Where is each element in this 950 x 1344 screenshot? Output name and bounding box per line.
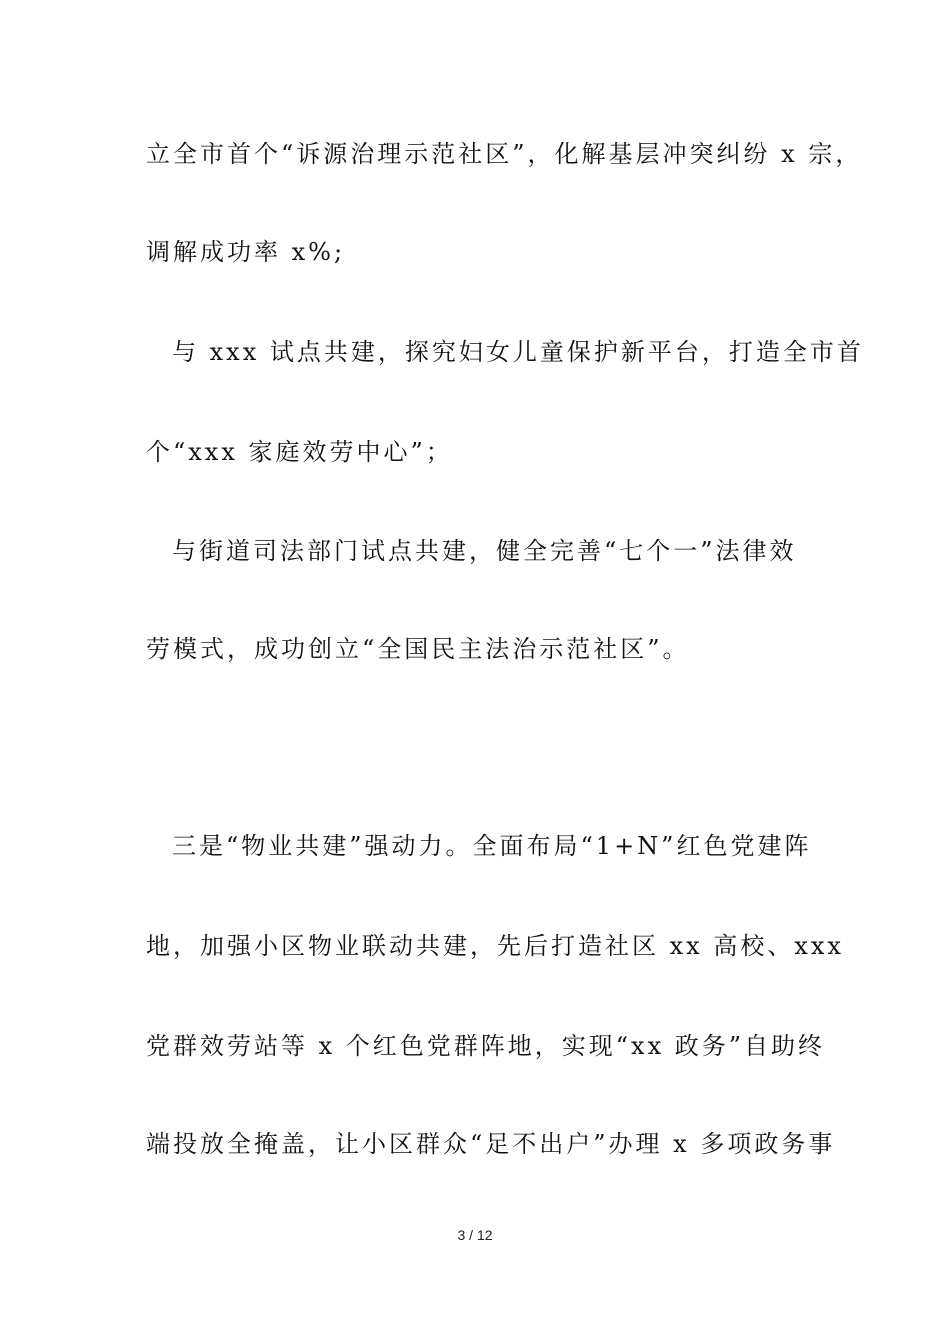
page-number: 3 / 12 xyxy=(457,1227,493,1243)
paragraph-2-line-1: 与 xxx 试点共建，探究妇女儿童保护新平台，打造全市首 xyxy=(172,338,864,366)
paragraph-4-line-1: 三是“物业共建”强动力。全面布局“1+N”红色党建阵 xyxy=(172,832,812,860)
paragraph-1-line-2: 调解成功率 x%; xyxy=(146,238,346,266)
paragraph-4-line-4: 端投放全掩盖，让小区群众“足不出户”办理 x 多项政务事 xyxy=(146,1130,836,1158)
paragraph-4-line-3: 党群效劳站等 x 个红色党群阵地，实现“xx 政务”自助终 xyxy=(146,1032,826,1060)
paragraph-2-line-2: 个“xxx 家庭效劳中心”； xyxy=(146,438,453,466)
paragraph-4-line-2: 地，加强小区物业联动共建，先后打造社区 xx 高校、xxx xyxy=(146,932,844,960)
paragraph-3-line-1: 与街道司法部门试点共建，健全完善“七个一”法律效 xyxy=(172,537,797,565)
paragraph-3-line-2: 劳模式，成功创立“全国民主法治示范社区”。 xyxy=(146,635,690,663)
paragraph-1-line-1: 立全市首个“诉源治理示范社区”，化解基层冲突纠纷 x 宗， xyxy=(146,140,863,168)
